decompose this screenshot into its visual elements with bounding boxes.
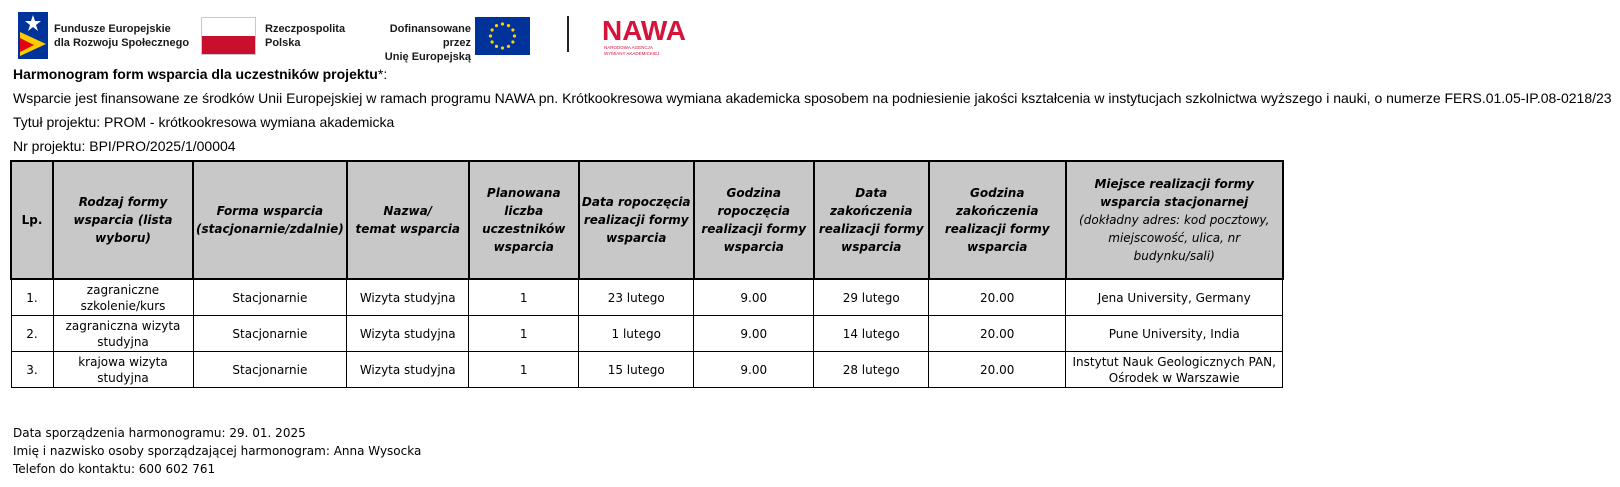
- header-location: Miejsce realizacji formy wsparcia stacjonarnej (dokładny adres: kod pocztowy, miejscowość, ulica, nr budynku/sali): [1066, 161, 1283, 279]
- cell-location: Jena University, Germany: [1066, 279, 1283, 316]
- cell-start-date: 1 lutego: [579, 316, 694, 352]
- cell-end-time: 20.00: [929, 352, 1066, 388]
- header-lp: Lp.: [11, 161, 53, 279]
- logo-divider: [567, 16, 569, 52]
- header-end-date: Data zakończenia realizacji formy wsparcia: [814, 161, 929, 279]
- cell-participant-count: 1: [469, 279, 579, 316]
- cell-lp: 1.: [11, 279, 53, 316]
- cell-end-date: 29 lutego: [814, 279, 929, 316]
- cell-support-type: zagraniczna wizyta studyjna: [53, 316, 193, 352]
- cell-support-type: zagraniczne szkolenie/kurs: [53, 279, 193, 316]
- cell-start-time: 9.00: [694, 316, 814, 352]
- cell-support-type: krajowa wizyta studyjna: [53, 352, 193, 388]
- footer-author: Imię i nazwisko osoby sporządzającej harmonogram: Anna Wysocka: [13, 444, 422, 458]
- logo-bar: [0, 0, 1620, 64]
- cell-participant-count: 1: [469, 316, 579, 352]
- poland-flag-icon: [201, 17, 256, 55]
- svg-text:NAWA: NAWA: [602, 15, 686, 46]
- table-header-row: [11, 161, 1283, 279]
- header-support-topic: Nazwa/ temat wsparcia: [347, 161, 469, 279]
- table-row: [11, 279, 1283, 316]
- table-row: [11, 316, 1283, 352]
- header-participant-count: Planowana liczba uczestników wsparcia: [469, 161, 579, 279]
- cell-end-time: 20.00: [929, 279, 1066, 316]
- cell-support-topic: Wizyta studyjna: [347, 352, 469, 388]
- svg-text:WYMIANY AKADEMICKIEJ: WYMIANY AKADEMICKIEJ: [604, 51, 660, 56]
- cell-end-date: 14 lutego: [814, 316, 929, 352]
- cell-start-time: 9.00: [694, 352, 814, 388]
- cell-support-form: Stacjonarnie: [193, 316, 347, 352]
- cell-location: Instytut Nauk Geologicznych PAN, Ośrodek w Warszawie: [1066, 352, 1283, 388]
- cell-start-time: 9.00: [694, 279, 814, 316]
- cell-location: Pune University, India: [1066, 316, 1283, 352]
- header-start-date: Data ropoczęcia realizacji formy wsparcia: [579, 161, 694, 279]
- cell-participant-count: 1: [469, 352, 579, 388]
- european-funds-icon: [18, 12, 48, 59]
- project-number: Nr projektu: BPI/PRO/2025/1/00004: [13, 138, 236, 154]
- svg-text:NARODOWA AGENCJA: NARODOWA AGENCJA: [604, 45, 653, 50]
- cell-start-date: 15 lutego: [579, 352, 694, 388]
- poland-label: Rzeczpospolita Polska: [265, 23, 346, 49]
- header-support-type: Rodzaj formy wsparcia (lista wyboru): [53, 161, 193, 279]
- footer-phone: Telefon do kontaktu: 600 602 761: [13, 462, 216, 476]
- cell-end-time: 20.00: [929, 316, 1066, 352]
- cell-support-topic: Wizyta studyjna: [347, 279, 469, 316]
- footer-date: Data sporządzenia harmonogramu: 29. 01. 2025: [13, 426, 306, 440]
- cell-lp: 3.: [11, 352, 53, 388]
- header-end-time: Godzina zakończenia realizacji formy wsparcia: [929, 161, 1066, 279]
- cell-support-form: Stacjonarnie: [193, 279, 347, 316]
- cell-support-topic: Wizyta studyjna: [347, 316, 469, 352]
- funding-statement: Wsparcie jest finansowane ze środków Unii Europejskiej w ramach programu NAWA pn. Krótkookresowa wymiana akademicka sposobem na podniesienie jakości kształcenia w instytucjach szkolnictwa wyższego i nauki, o numerze FERS.01.05-IP.08-0218/23: [13, 90, 1612, 106]
- cell-support-form: Stacjonarnie: [193, 352, 347, 388]
- eu-flag-icon: [475, 17, 530, 55]
- table-row: [11, 352, 1283, 388]
- nawa-logo: [600, 14, 700, 58]
- cell-start-date: 23 lutego: [579, 279, 694, 316]
- cell-lp: 2.: [11, 316, 53, 352]
- page-title: Harmonogram form wsparcia dla uczestników projektu*:: [13, 66, 388, 82]
- eu-cofinanced-label: Dofinansowane przez Unię Europejską: [384, 23, 471, 63]
- european-funds-label: Fundusze Europejskie dla Rozwoju Społecznego: [54, 23, 190, 49]
- schedule-table: [10, 160, 1284, 388]
- header-support-form: Forma wsparcia (stacjonarnie/zdalnie): [193, 161, 347, 279]
- project-title: Tytuł projektu: PROM - krótkookresowa wymiana akademicka: [13, 114, 395, 130]
- cell-end-date: 28 lutego: [814, 352, 929, 388]
- header-start-time: Godzina ropoczęcia realizacji formy wsparcia: [694, 161, 814, 279]
